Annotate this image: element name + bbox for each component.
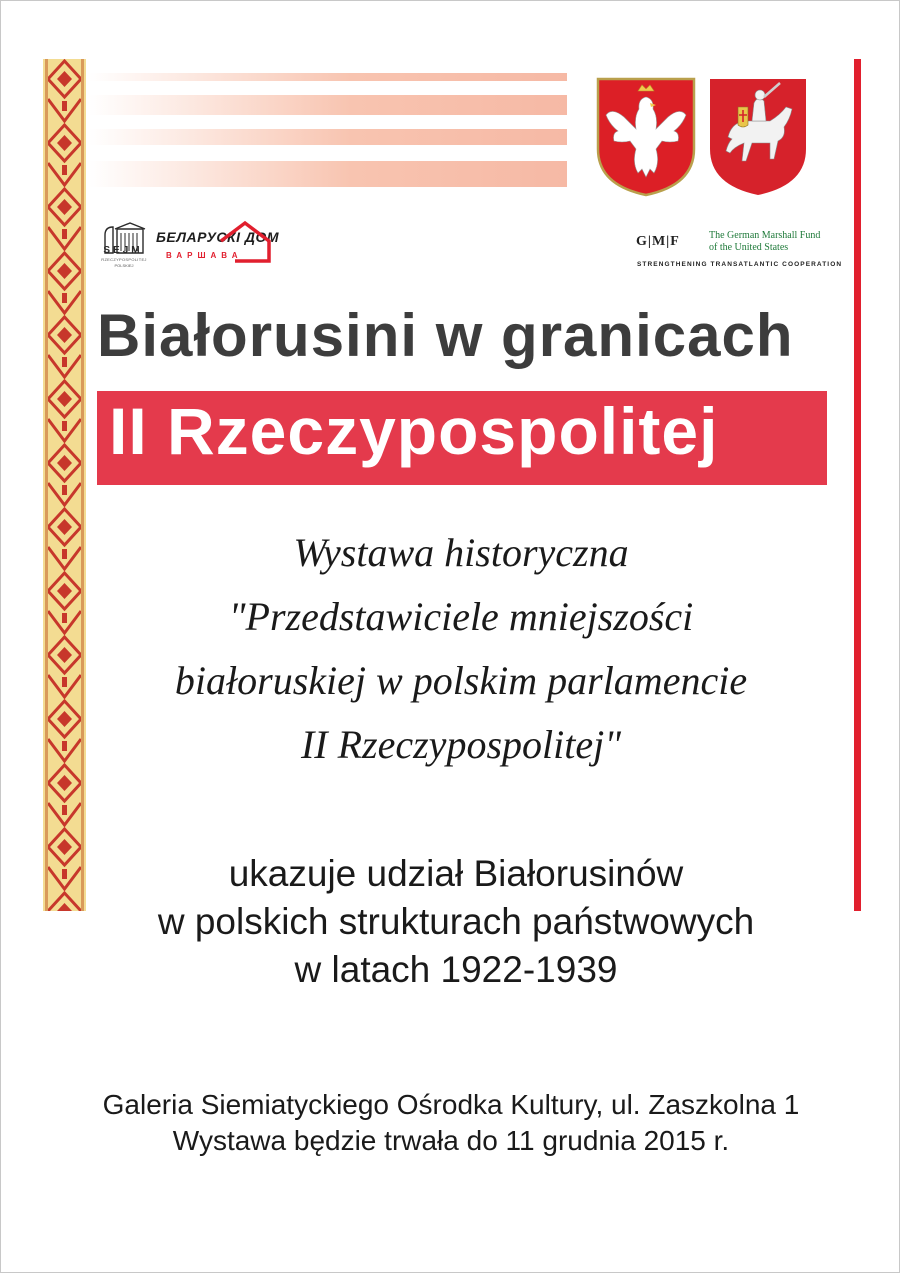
script-line: białoruskiej w polskim parlamencie	[174, 658, 748, 703]
footer-venue: Galeria Siemiatyckiego Ośrodka Kultury, ul. Zaszkolna 1	[102, 1089, 800, 1120]
right-red-rule	[854, 59, 861, 911]
white-eagle-icon	[596, 77, 696, 197]
decor-stripe	[89, 73, 567, 81]
title-line1: Białorusini w granicach	[97, 302, 794, 369]
bialoruski-dom-city: ВАРШАВА	[166, 251, 243, 260]
script-line: II Rzeczypospolitej"	[300, 722, 622, 767]
sejm-logo-sub: RZECZYPOSPOLITEJ	[101, 257, 147, 262]
gmf-logo-letters: G|M|F	[636, 234, 680, 249]
decor-stripe	[89, 129, 567, 145]
ornament-pattern-icon	[43, 59, 86, 911]
description-line: w polskich strukturach państwowych	[157, 901, 755, 942]
description-line: w latach 1922-1939	[294, 949, 618, 990]
gmf-name-line2: of the United States	[709, 242, 789, 253]
description-line: ukazuje udział Białorusinów	[228, 853, 684, 894]
footer-dates: Wystawa będzie trwała do 11 grudnia 2015 r.	[172, 1125, 730, 1156]
gmf-tagline: STRENGTHENING TRANSATLANTIC COOPERATION	[637, 261, 843, 268]
script-line: Wystawa historyczna	[293, 530, 629, 575]
pahonia-knight-icon	[708, 77, 808, 197]
decor-stripe	[89, 95, 567, 115]
gmf-name-line1: The German Marshall Fund	[709, 230, 821, 241]
bialoruski-dom-logo-text: БЕЛАРУСКІ ДОМ	[156, 229, 280, 245]
title-line2: II Rzeczypospolitej	[109, 394, 719, 468]
script-line: "Przedstawiciele mniejszości	[228, 594, 694, 639]
decor-stripe	[89, 161, 567, 187]
sejm-logo-text: SEJM	[103, 245, 143, 256]
ornament-ribbon	[43, 59, 86, 911]
sejm-logo-sub2: POLSKIEJ	[114, 263, 134, 268]
